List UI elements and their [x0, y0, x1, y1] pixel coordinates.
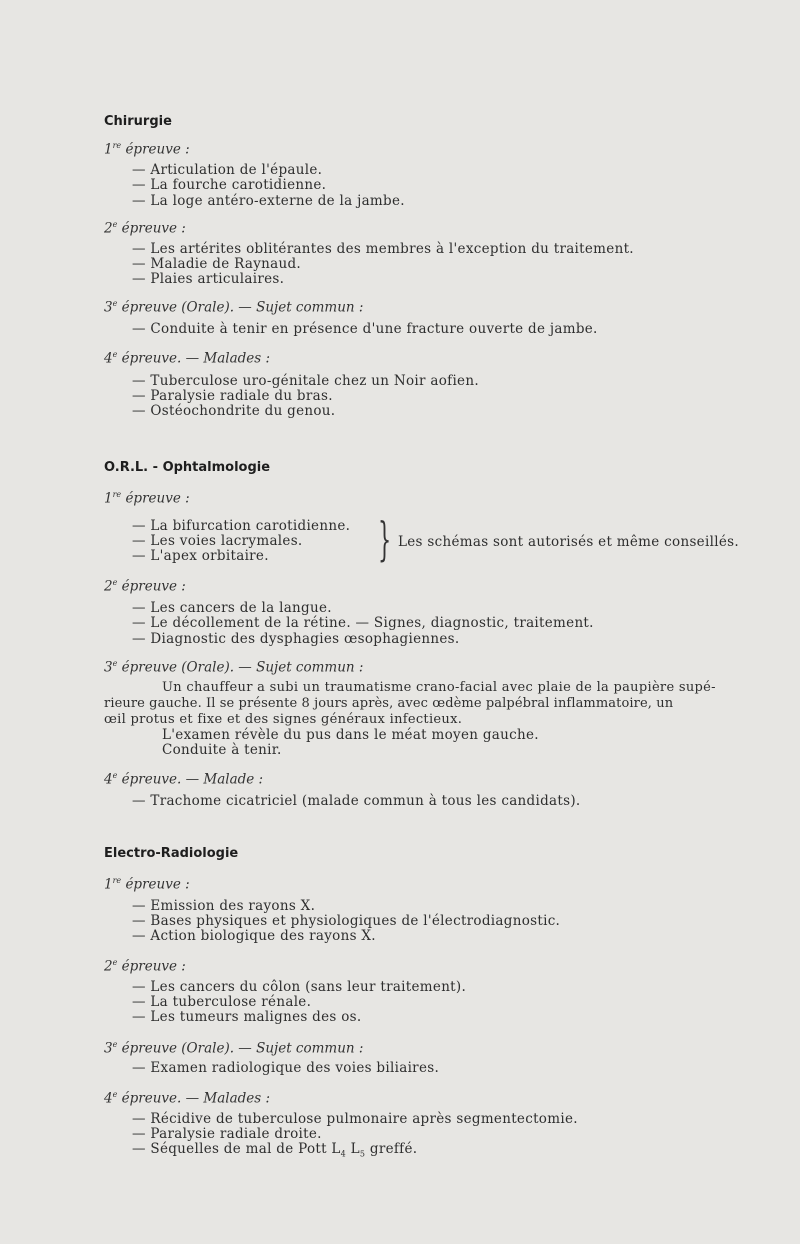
epreuve-title: 4e épreuve. — Malades :	[104, 350, 271, 367]
list-item: — Diagnostic des dysphagies œsophagiennes.	[132, 631, 460, 647]
list-item: — La fourche carotidienne.	[132, 177, 327, 193]
list-item: — Trachome cicatriciel (malade commun à tous les candidats).	[132, 793, 581, 809]
epreuve-title: 3e épreuve (Orale). — Sujet commun :	[104, 1040, 364, 1057]
list-item: — Maladie de Raynaud.	[132, 256, 302, 272]
paragraph-line: L'examen révèle du pus dans le méat moyen gauche.	[162, 727, 539, 743]
list-item: — La bifurcation carotidienne.	[132, 518, 351, 534]
list-item: — Les tumeurs malignes des os.	[132, 1009, 362, 1025]
section-heading-chirurgie: Chirurgie	[104, 114, 172, 129]
epreuve-title: 1re épreuve :	[104, 876, 190, 893]
list-item: — Paralysie radiale droite.	[132, 1126, 322, 1142]
list-item: — Emission des rayons X.	[132, 898, 316, 914]
epreuve-title: 2e épreuve :	[104, 578, 186, 595]
list-item: — Articulation de l'épaule.	[132, 162, 323, 178]
epreuve-title: 3e épreuve (Orale). — Sujet commun :	[104, 299, 364, 316]
list-item: — Ostéochondrite du genou.	[132, 403, 336, 419]
epreuve-title: 1re épreuve :	[104, 141, 190, 158]
epreuve-title: 2e épreuve :	[104, 220, 186, 237]
epreuve-title: 4e épreuve. — Malade :	[104, 771, 264, 788]
list-item: — La loge antéro-externe de la jambe.	[132, 193, 405, 209]
list-item: — Plaies articulaires.	[132, 271, 285, 287]
list-item: — Les cancers de la langue.	[132, 600, 332, 616]
paragraph-line: rieure gauche. Il se présente 8 jours après, avec œdème palpébral inflammatoire, un	[104, 696, 674, 711]
schemas-note: Les schémas sont autorisés et même conseillés.	[398, 534, 739, 550]
list-item: — Paralysie radiale du bras.	[132, 388, 333, 404]
section-heading-orl: O.R.L. - Ophtalmologie	[104, 460, 271, 475]
brace: }	[378, 512, 392, 566]
list-item: — Séquelles de mal de Pott $L_4$ $L_5$ greffé.	[132, 1141, 418, 1159]
epreuve-title: 3e épreuve (Orale). — Sujet commun :	[104, 659, 364, 676]
epreuve-title: 2e épreuve :	[104, 958, 186, 975]
list-item: — Le décollement de la rétine. — Signes, diagnostic, traitement.	[132, 615, 594, 631]
list-item: — Examen radiologique des voies biliaires.	[132, 1060, 440, 1076]
epreuve-title: 1re épreuve :	[104, 490, 190, 507]
list-item: — Tuberculose uro-génitale chez un Noir aofien.	[132, 373, 479, 389]
list-item: — L'apex orbitaire.	[132, 548, 269, 564]
list-item: — Récidive de tuberculose pulmonaire après segmentectomie.	[132, 1111, 578, 1127]
list-item: — Les cancers du côlon (sans leur traitement).	[132, 979, 467, 995]
list-item: — Conduite à tenir en présence d'une fracture ouverte de jambe.	[132, 321, 598, 337]
list-item: — Bases physiques et physiologiques de l'électrodiagnostic.	[132, 913, 561, 929]
list-item: — Les artérites oblitérantes des membres à l'exception du traitement.	[132, 241, 634, 257]
section-heading-electro-radiologie: Electro-Radiologie	[104, 846, 239, 861]
list-item: — Les voies lacrymales.	[132, 533, 303, 549]
paragraph-line: Un chauffeur a subi un traumatisme crano-facial avec plaie de la paupière supé-	[162, 680, 716, 695]
list-item: — La tuberculose rénale.	[132, 994, 312, 1010]
list-item: — Action biologique des rayons X.	[132, 928, 376, 944]
paragraph-line: Conduite à tenir.	[162, 742, 282, 758]
epreuve-title: 4e épreuve. — Malades :	[104, 1090, 271, 1107]
paragraph-line: œil protus et fixe et des signes généraux infectieux.	[104, 712, 463, 727]
